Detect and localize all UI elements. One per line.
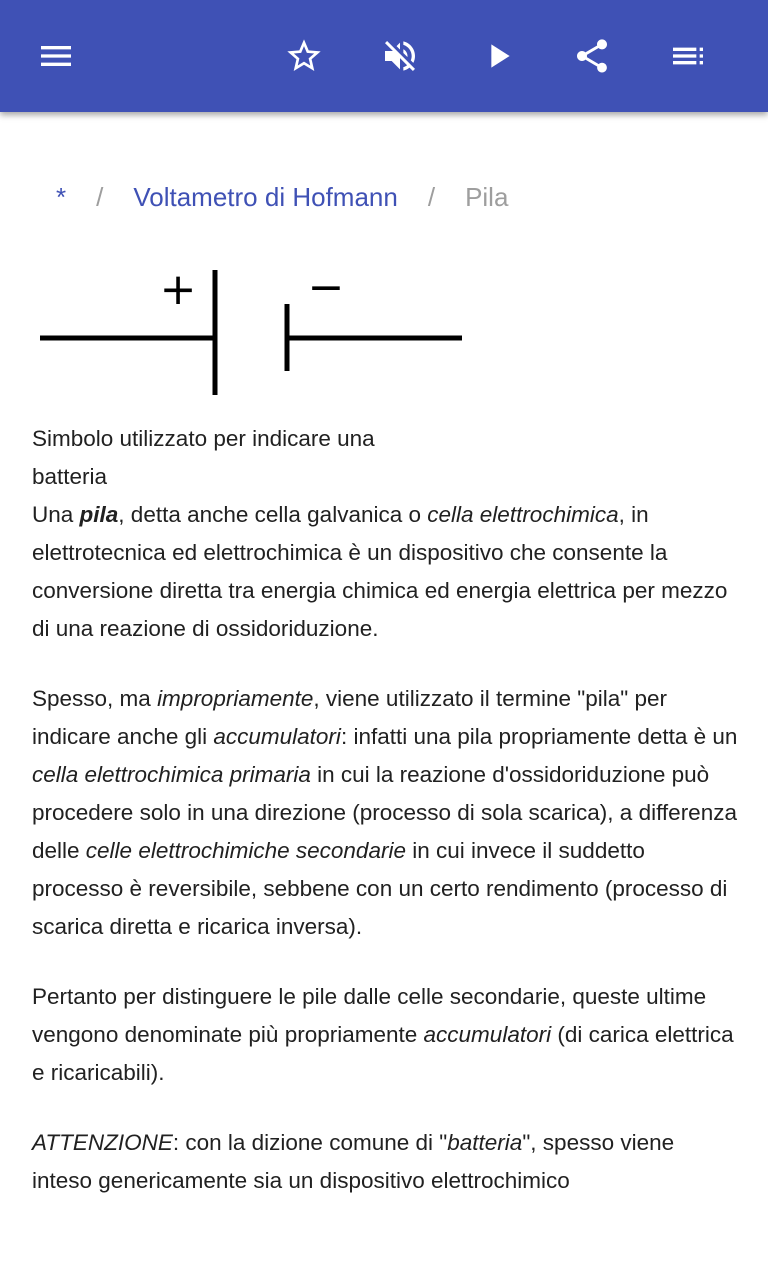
italic-term: batteria xyxy=(447,1130,523,1155)
menu-button[interactable] xyxy=(28,28,84,84)
mute-button[interactable] xyxy=(372,28,428,84)
text-segment: ", spesso viene inteso genericamente sia un dispositivo elettrochimico xyxy=(32,1130,675,1193)
play-icon xyxy=(478,36,518,76)
favorite-button[interactable] xyxy=(276,28,332,84)
battery-symbol-figure xyxy=(32,262,472,402)
text-segment: : infatti una pila propriamente detta è un xyxy=(340,724,738,749)
italic-term: accumulatori xyxy=(423,1022,552,1047)
article-content xyxy=(32,496,740,1232)
text-segment: in cui la reazione d'ossidoriduzione può procedere solo in una direzione (processo di sola scarica), a differenza delle xyxy=(32,762,737,863)
text-segment: , viene utilizzato il termine "pila" per indicare anche gli xyxy=(32,686,668,749)
share-icon xyxy=(572,36,612,76)
paragraph xyxy=(32,978,740,1092)
text-segment: : con la dizione comune di " xyxy=(172,1130,448,1155)
app-bar xyxy=(0,0,768,112)
bold-term: pila xyxy=(79,502,119,527)
italic-term: impropriamente xyxy=(157,686,314,711)
breadcrumb-parent[interactable]: Voltametro di Hofmann xyxy=(133,182,398,212)
text-segment: , in elettrotecnica ed elettrochimica è un dispositivo che consente la conversione diretta tra energia chimica ed energia elettrica per mezzo di una reazione di ossidoriduzione. xyxy=(32,502,728,641)
star-icon xyxy=(284,36,324,76)
italic-term: cella elettrochimica xyxy=(427,502,619,527)
italic-term: accumulatori xyxy=(213,724,341,749)
share-button[interactable] xyxy=(564,28,620,84)
breadcrumb-home[interactable]: * xyxy=(56,182,67,212)
text-segment: Pertanto per distinguere le pile dalle celle secondarie, queste ultime vengono denominate più propriamente xyxy=(32,984,707,1047)
paragraph xyxy=(32,680,740,946)
volume-off-icon xyxy=(380,36,420,76)
text-segment: , detta anche cella galvanica o xyxy=(118,502,428,527)
plus-sign: + xyxy=(159,264,197,315)
minus-sign: − xyxy=(307,262,345,313)
paragraph xyxy=(32,496,740,648)
menu-icon xyxy=(36,36,76,76)
italic-term: ATTENZIONE xyxy=(32,1130,173,1155)
figure-caption: Simbolo utilizzato per indicare una batteria xyxy=(32,426,375,489)
text-segment: Una xyxy=(32,502,80,527)
italic-term: celle elettrochimiche secondarie xyxy=(85,838,406,863)
breadcrumb xyxy=(56,182,508,213)
italic-term: cella elettrochimica primaria xyxy=(32,762,311,787)
breadcrumb-separator: / xyxy=(96,182,104,212)
list-icon xyxy=(668,36,708,76)
text-segment: (di carica elettrica e ricaricabili). xyxy=(32,1022,734,1085)
breadcrumb-current: Pila xyxy=(465,182,509,212)
play-button[interactable] xyxy=(470,28,526,84)
contents-button[interactable] xyxy=(660,28,716,84)
paragraph xyxy=(32,1124,740,1200)
text-segment: in cui invece il suddetto processo è reversibile, sebbene con un certo rendimento (processo di scarica diretta e ricarica inversa). xyxy=(32,838,728,939)
text-segment: Spesso, ma xyxy=(32,686,158,711)
breadcrumb-separator: / xyxy=(427,182,436,212)
